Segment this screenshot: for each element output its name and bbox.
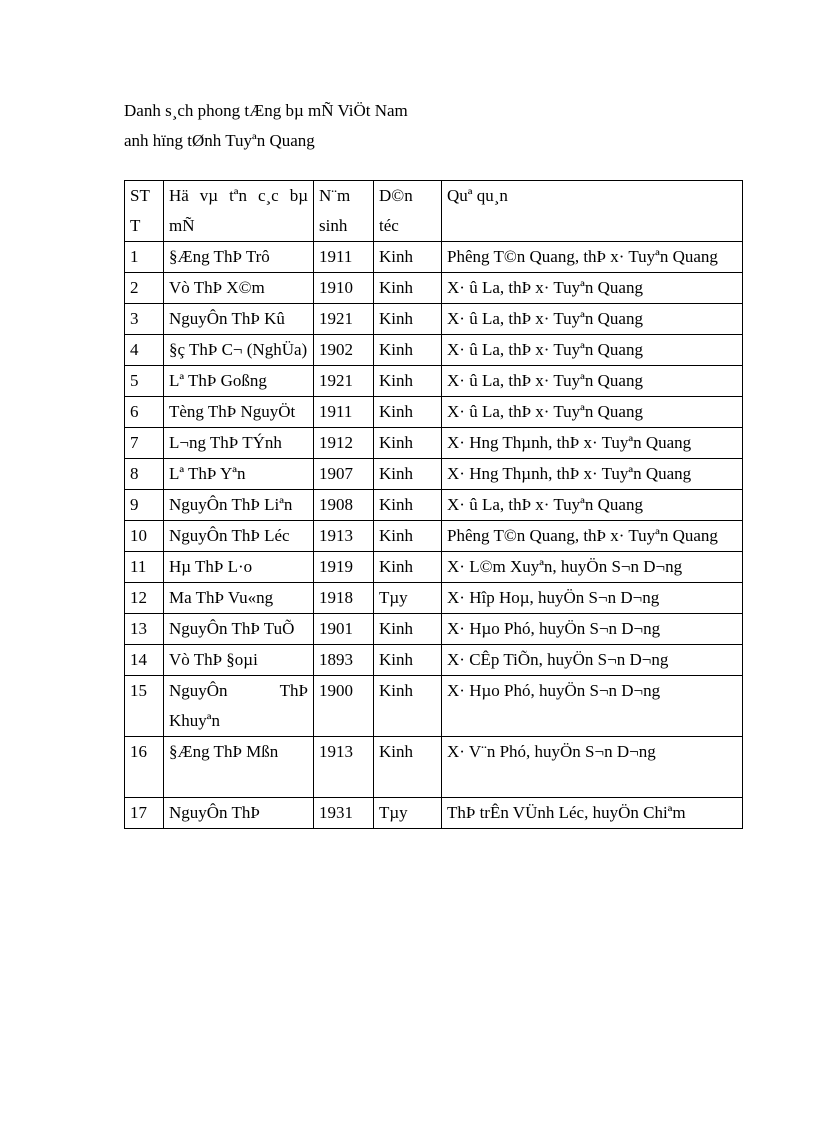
cell-birth-year: 1907 <box>314 459 374 490</box>
header-birth-year: N¨m sinh <box>314 181 374 242</box>
cell-mother-name: Vò ThÞ X©m <box>164 273 314 304</box>
cell-mother-name: NguyÔn ThÞ TuÕ <box>164 614 314 645</box>
cell-ethnicity: Kinh <box>374 242 442 273</box>
cell-hometown: X· L©m Xuyªn, huyÖn S¬n D¬ng <box>442 552 743 583</box>
cell-row-number: 1 <box>125 242 164 273</box>
table-row <box>125 552 743 583</box>
cell-hometown: Phêng T©n Quang, thÞ x· Tuyªn Quang <box>442 242 743 273</box>
header-name: Hä vµ tªn c¸c bµ mÑ <box>164 181 314 242</box>
cell-mother-name: L¬ng ThÞ TÝnh <box>164 428 314 459</box>
cell-birth-year: 1931 <box>314 798 374 829</box>
cell-birth-year: 1912 <box>314 428 374 459</box>
cell-ethnicity: Tµy <box>374 583 442 614</box>
cell-mother-name: Lª ThÞ Yªn <box>164 459 314 490</box>
cell-mother-name: Tèng ThÞ NguyÖt <box>164 397 314 428</box>
cell-birth-year: 1911 <box>314 397 374 428</box>
table-row <box>125 397 743 428</box>
cell-hometown: X· û La, thÞ x· Tuyªn Quang <box>442 366 743 397</box>
cell-hometown: X· û La, thÞ x· Tuyªn Quang <box>442 397 743 428</box>
table-row <box>125 614 743 645</box>
header-hometown: Quª qu¸n <box>442 181 743 242</box>
cell-ethnicity: Kinh <box>374 428 442 459</box>
cell-ethnicity: Kinh <box>374 676 442 737</box>
table-row <box>125 304 743 335</box>
cell-ethnicity: Kinh <box>374 614 442 645</box>
table-row <box>125 521 743 552</box>
cell-ethnicity: Kinh <box>374 366 442 397</box>
cell-ethnicity: Kinh <box>374 459 442 490</box>
cell-mother-name: NguyÔn ThÞ <box>164 798 314 829</box>
header-ethnicity: D©n téc <box>374 181 442 242</box>
cell-row-number: 8 <box>125 459 164 490</box>
table-row <box>125 273 743 304</box>
cell-birth-year: 1901 <box>314 614 374 645</box>
table-row <box>125 490 743 521</box>
cell-hometown: X· CÊp TiÕn, huyÖn S¬n D¬ng <box>442 645 743 676</box>
cell-hometown: X· Hµo Phó, huyÖn S¬n D¬ng <box>442 676 743 737</box>
cell-mother-name: Lª ThÞ Goßng <box>164 366 314 397</box>
cell-row-number: 9 <box>125 490 164 521</box>
cell-hometown: X· û La, thÞ x· Tuyªn Quang <box>442 490 743 521</box>
cell-row-number: 11 <box>125 552 164 583</box>
cell-ethnicity: Kinh <box>374 521 442 552</box>
cell-ethnicity: Kinh <box>374 490 442 521</box>
cell-birth-year: 1900 <box>314 676 374 737</box>
table-row <box>125 428 743 459</box>
cell-hometown: X· Hng Thµnh, thÞ x· Tuyªn Quang <box>442 459 743 490</box>
cell-birth-year: 1893 <box>314 645 374 676</box>
cell-birth-year: 1919 <box>314 552 374 583</box>
cell-hometown: X· û La, thÞ x· Tuyªn Quang <box>442 273 743 304</box>
cell-ethnicity: Kinh <box>374 397 442 428</box>
cell-mother-name: NguyÔn ThÞ Kû <box>164 304 314 335</box>
cell-row-number: 13 <box>125 614 164 645</box>
cell-ethnicity: Tµy <box>374 798 442 829</box>
cell-row-number: 4 <box>125 335 164 366</box>
document-title: Danh s¸ch phong tÆng bµ mÑ ViÖt Nam <box>124 101 408 120</box>
table-row <box>125 676 743 737</box>
cell-birth-year: 1910 <box>314 273 374 304</box>
cell-birth-year: 1921 <box>314 366 374 397</box>
cell-row-number: 2 <box>125 273 164 304</box>
cell-mother-name: §Æng ThÞ Trô <box>164 242 314 273</box>
table-header-row <box>125 181 743 242</box>
cell-hometown: Phêng T©n Quang, thÞ x· Tuyªn Quang <box>442 521 743 552</box>
table-row <box>125 583 743 614</box>
cell-ethnicity: Kinh <box>374 304 442 335</box>
cell-birth-year: 1913 <box>314 737 374 798</box>
cell-mother-name: NguyÔn ThÞ Léc <box>164 521 314 552</box>
cell-row-number: 16 <box>125 737 164 798</box>
table-row <box>125 335 743 366</box>
cell-mother-name: Hµ ThÞ L·o <box>164 552 314 583</box>
heroic-mothers-table <box>124 180 743 829</box>
cell-birth-year: 1918 <box>314 583 374 614</box>
cell-ethnicity: Kinh <box>374 737 442 798</box>
cell-mother-name: Ma ThÞ Vu«ng <box>164 583 314 614</box>
header-stt: STT <box>125 181 164 242</box>
cell-mother-name: §ç ThÞ C¬ (NghÜa) <box>164 335 314 366</box>
cell-ethnicity: Kinh <box>374 645 442 676</box>
cell-mother-name: NguyÔn ThÞ Liªn <box>164 490 314 521</box>
cell-row-number: 15 <box>125 676 164 737</box>
cell-ethnicity: Kinh <box>374 273 442 304</box>
cell-mother-name: NguyÔn ThÞ Khuyªn <box>164 676 314 737</box>
cell-hometown: X· Hng Thµnh, thÞ x· Tuyªn Quang <box>442 428 743 459</box>
table-row <box>125 798 743 829</box>
cell-row-number: 3 <box>125 304 164 335</box>
cell-ethnicity: Kinh <box>374 552 442 583</box>
table-row <box>125 645 743 676</box>
cell-hometown: X· û La, thÞ x· Tuyªn Quang <box>442 335 743 366</box>
cell-birth-year: 1913 <box>314 521 374 552</box>
cell-row-number: 14 <box>125 645 164 676</box>
table-row <box>125 242 743 273</box>
table-row <box>125 737 743 798</box>
cell-birth-year: 1911 <box>314 242 374 273</box>
cell-mother-name: §Æng ThÞ Mßn <box>164 737 314 798</box>
cell-row-number: 7 <box>125 428 164 459</box>
cell-row-number: 5 <box>125 366 164 397</box>
table-row <box>125 459 743 490</box>
cell-ethnicity: Kinh <box>374 335 442 366</box>
document-subtitle: anh hïng tØnh Tuyªn Quang <box>124 131 315 150</box>
cell-birth-year: 1902 <box>314 335 374 366</box>
cell-hometown: X· Hµo Phó, huyÖn S¬n D¬ng <box>442 614 743 645</box>
cell-row-number: 10 <box>125 521 164 552</box>
cell-hometown: X· û La, thÞ x· Tuyªn Quang <box>442 304 743 335</box>
cell-birth-year: 1921 <box>314 304 374 335</box>
cell-row-number: 12 <box>125 583 164 614</box>
cell-hometown: ThÞ trÊn VÜnh Léc, huyÖn Chiªm <box>442 798 743 829</box>
cell-row-number: 6 <box>125 397 164 428</box>
cell-birth-year: 1908 <box>314 490 374 521</box>
cell-row-number: 17 <box>125 798 164 829</box>
cell-hometown: X· Hîp Hoµ, huyÖn S¬n D¬ng <box>442 583 743 614</box>
cell-hometown: X· V¨n Phó, huyÖn S¬n D¬ng <box>442 737 743 798</box>
cell-mother-name: Vò ThÞ §oµi <box>164 645 314 676</box>
table-row <box>125 366 743 397</box>
